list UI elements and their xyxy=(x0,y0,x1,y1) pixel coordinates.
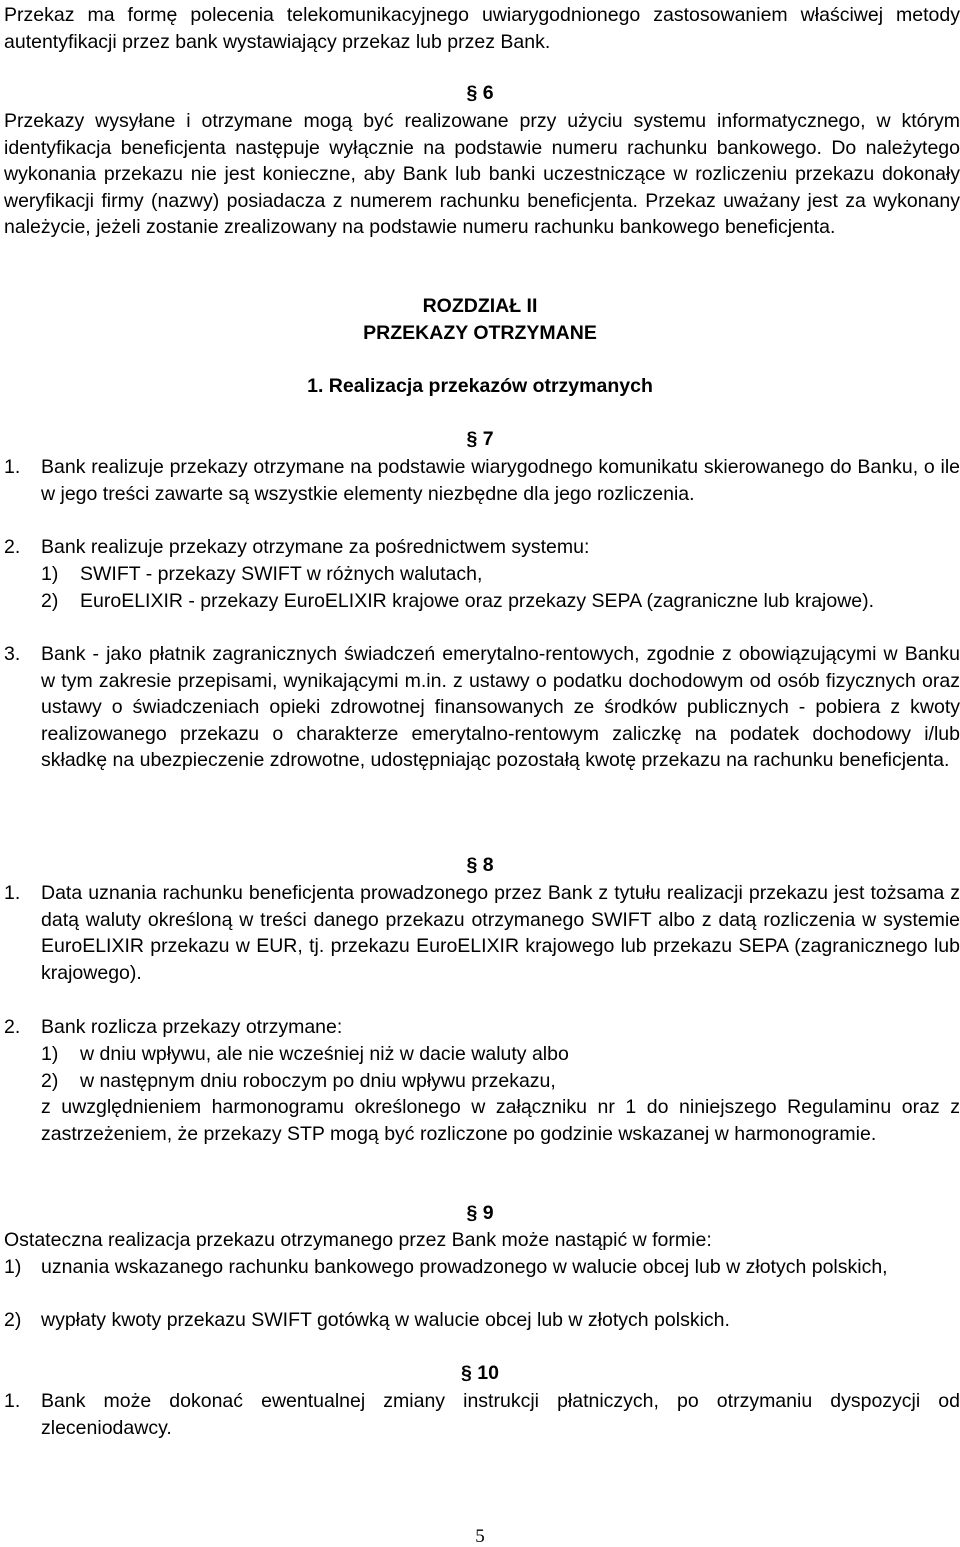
s8-p2-tail: z uwzględnieniem harmonogramu określonego w załączniku nr 1 do niniejszego Regulaminu oraz z zastrzeżeniem, że przekazy STP mogą być rozliczone po godzinie wskazanej w harmonogramie. xyxy=(41,1096,960,1145)
s9-item-2-text: wypłaty kwoty przekazu SWIFT gotówką w walucie obcej lub w złotych polskich. xyxy=(41,1309,730,1331)
subheading: 1. Realizacja przekazów otrzymanych xyxy=(307,375,653,397)
section-7-title: § 7 xyxy=(466,428,494,450)
s8-p2-item-2-number: 2) xyxy=(41,1070,59,1092)
s7-p2-item-1-text: SWIFT - przekazy SWIFT w różnych walutach, xyxy=(80,563,483,585)
page-number: 5 xyxy=(475,1526,485,1547)
s10-p1-number: 1. xyxy=(4,1390,21,1412)
intro-paragraph: Przekaz ma formę polecenia telekomunikacyjnego uwiarygodnionego zastosowaniem właściwej metody autentyfikacji przez bank wystawiający przekaz lub przez Bank. xyxy=(4,4,960,53)
chapter-title: PRZEKAZY OTRZYMANE xyxy=(363,322,597,344)
section-8-title: § 8 xyxy=(466,854,494,876)
s7-p2-text: Bank realizuje przekazy otrzymane za pośrednictwem systemu: xyxy=(41,536,590,558)
s8-p1-number: 1. xyxy=(4,882,21,904)
s9-item-2-number: 2) xyxy=(4,1309,22,1331)
s8-p2-item-1-number: 1) xyxy=(41,1043,59,1065)
section-9-title: § 9 xyxy=(466,1202,494,1224)
s7-p2-item-2-text: EuroELIXIR - przekazy EuroELIXIR krajowe oraz przekazy SEPA (zagraniczne lub krajowe). xyxy=(80,590,875,612)
s8-p1-text: Data uznania rachunku beneficjenta prowadzonego przez Bank z tytułu realizacji przekazu jest tożsama z datą waluty określoną w treści danego przekazu otrzymanego SWIFT albo z datą rozliczenia w systemie EuroELIXIR przekazu w EUR, tj. przekazu EuroELIXIR krajowego lub przekazu SEPA (zagranicznego lub krajowego). xyxy=(41,882,960,984)
s7-p3-number: 3. xyxy=(4,643,21,665)
s9-item-1-number: 1) xyxy=(4,1256,22,1278)
s7-p2-item-2-number: 2) xyxy=(41,590,59,612)
section-10-title: § 10 xyxy=(461,1362,499,1384)
s7-p3-text: Bank - jako płatnik zagranicznych świadczeń emerytalno-rentowych, zgodnie z obowiązującymi w Banku w tym zakresie przepisami, wynikającymi m.in. z ustawy o podatku dochodowym od osób fizycznych oraz ustawy o świadczeniach opieki zdrowotnej finansowanych ze środków publicznych - pobiera z kwoty realizowanego przekazu o charakterze emerytalno-rentowym zaliczkę na podatek dochodowy i/lub składkę na ubezpieczenie zdrowotne, udostępniając pozostałą kwotę przekazu na rachunku beneficjenta. xyxy=(41,643,960,771)
section-6-text: Przekazy wysyłane i otrzymane mogą być realizowane przy użyciu systemu informatycznego, w którym identyfikacja beneficjenta następuje wyłącznie na podstawie numeru rachunku bankowego. Do należytego wykonania przekazu nie jest konieczne, aby Bank lub banki uczestniczące w rozliczeniu przekazu dokonały weryfikacji firmy (nazwy) posiadacza z numerem rachunku beneficjenta. Przekaz uważany jest za wykonany należycie, jeżeli zostanie zrealizowany na podstawie numeru rachunku bankowego beneficjenta. xyxy=(4,110,960,238)
s8-p2-text: Bank rozlicza przekazy otrzymane: xyxy=(41,1016,343,1038)
section-6-title: § 6 xyxy=(466,82,494,104)
s7-p2-number: 2. xyxy=(4,536,21,558)
chapter-label: ROZDZIAŁ II xyxy=(422,295,538,317)
s8-p2-item-2-text: w następnym dniu roboczym po dniu wpływu przekazu, xyxy=(80,1070,556,1092)
s7-p1-text: Bank realizuje przekazy otrzymane na podstawie wiarygodnego komunikatu skierowanego do Banku, o ile w jego treści zawarte są wszystkie elementy niezbędne dla jego rozliczenia. xyxy=(41,456,960,505)
s10-p1-text: Bank może dokonać ewentualnej zmiany instrukcji płatniczych, po otrzymaniu dyspozycji od zleceniodawcy. xyxy=(41,1390,960,1439)
s9-item-1-text: uznania wskazanego rachunku bankowego prowadzonego w walucie obcej lub w złotych polskich, xyxy=(41,1256,888,1278)
s8-p2-number: 2. xyxy=(4,1016,21,1038)
s8-p2-item-1-text: w dniu wpływu, ale nie wcześniej niż w dacie waluty albo xyxy=(80,1043,569,1065)
section-9-text: Ostateczna realizacja przekazu otrzymanego przez Bank może nastąpić w formie: xyxy=(4,1229,712,1251)
s7-p2-item-1-number: 1) xyxy=(41,563,59,585)
s7-p1-number: 1. xyxy=(4,456,21,478)
